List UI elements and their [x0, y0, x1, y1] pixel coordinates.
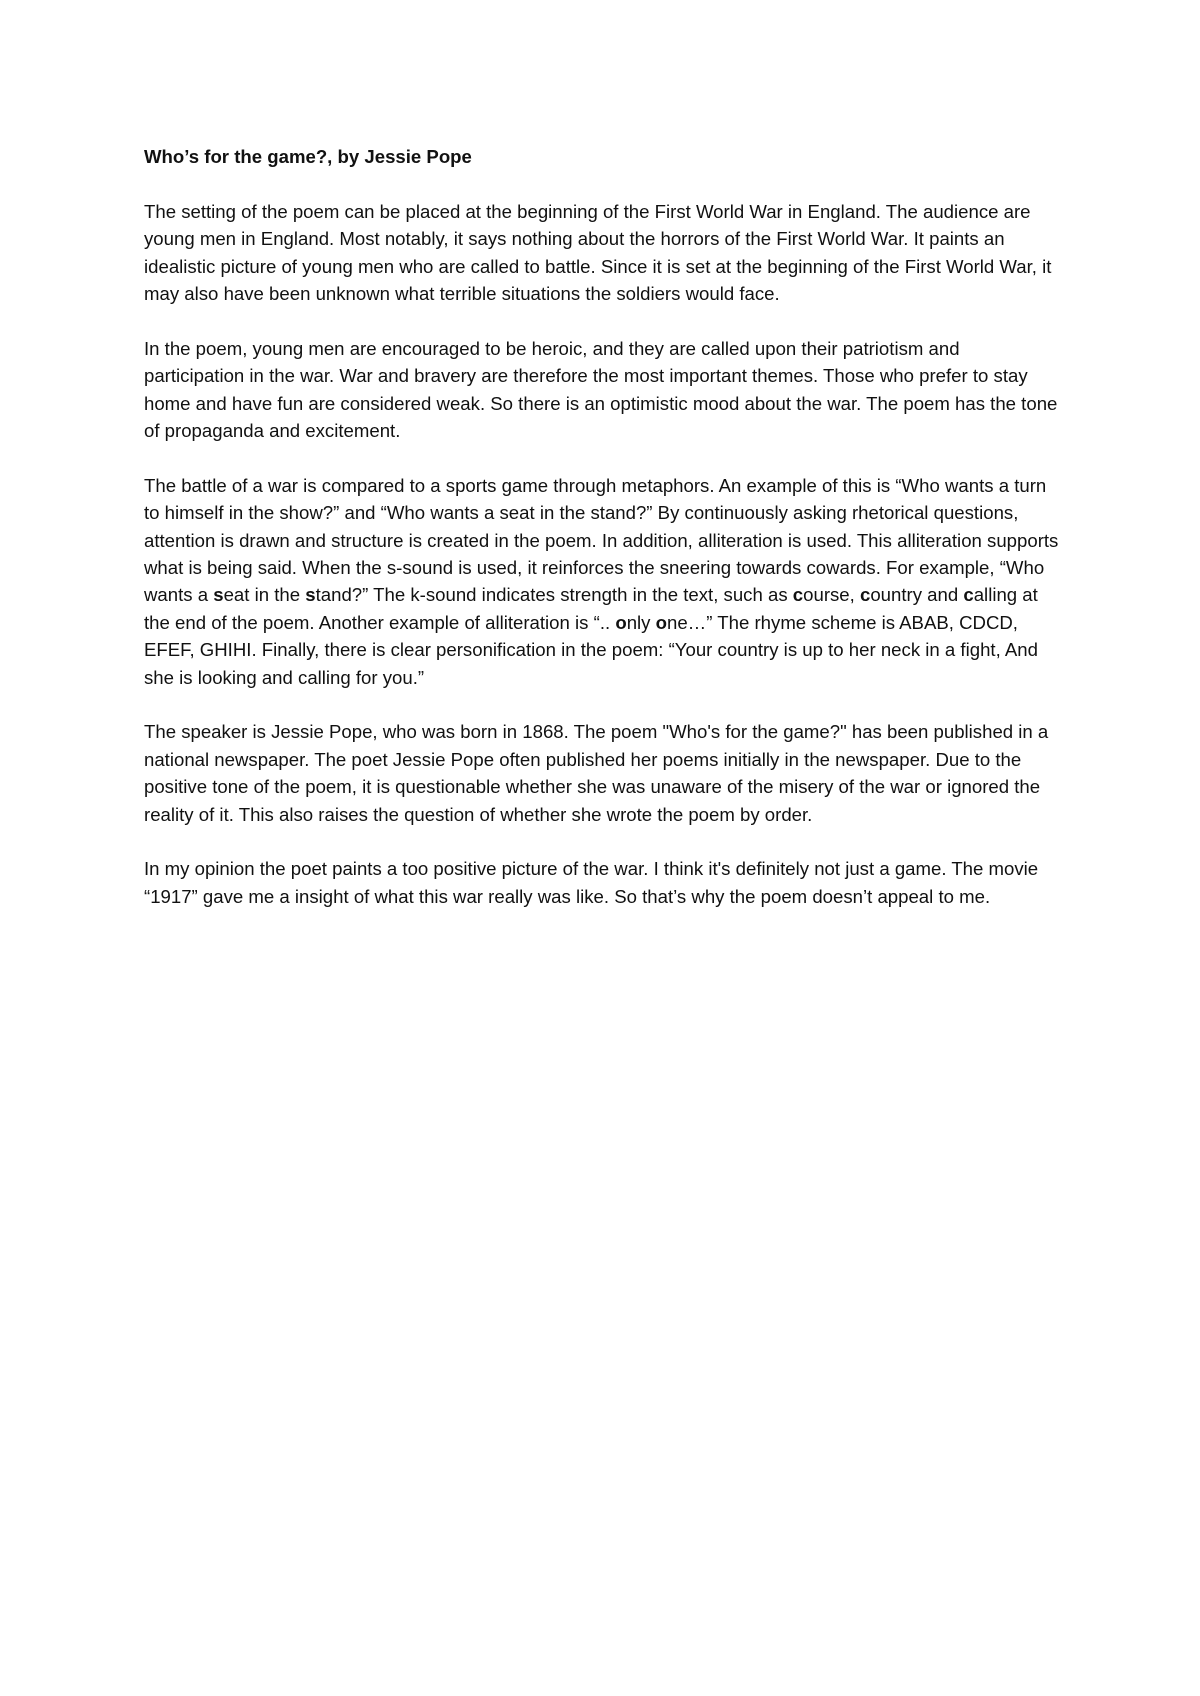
paragraph-devices-text: The battle of a war is compared to a sports game through metaphors. An example of this is “Who wants a turn to himself in the show?” and “Who wants a seat in the stand?” By continuously asking rhetorical questions, attention is drawn and structure is created in the poem. In addition, alliteration is used. This alliteration supports what is being said. When the s-sound is used, it reinforces the sneering towards cowards. For example, “Who wants a	[144, 474, 1059, 606]
paragraph-speaker: The speaker is Jessie Pope, who was born in 1868. The poem "Who's for the game?" has been published in a national newspaper. The poet Jessie Pope often published her poems initially in the newspaper. Due to the positive tone of the poem, it is questionable whether she was unaware of the misery of the war or ignored the reality of it. This also raises the question of whether she wrote the poem by order.	[144, 721, 1049, 825]
paragraph-devices-text: alling at the end of the poem. Another example of alliteration is “..	[144, 584, 1038, 633]
paragraph-themes: In the poem, young men are encouraged to be heroic, and they are called upon their patriotism and participation in the war. War and bravery are therefore the most important themes. Those who prefer to stay home and have fun are considered weak. So there is an optimistic mood about the war. The poem has the tone of propaganda and excitement.	[144, 337, 1058, 442]
paragraph-devices-text: tand?” The k-sound indicates strength in the text, such as	[315, 584, 793, 606]
alliteration-letter: c	[963, 584, 974, 606]
alliteration-letter: c	[859, 584, 871, 606]
paragraph-devices-text: ne…” The rhyme scheme is ABAB, CDCD, EFEF, GHIHI. Finally, there is clear personification in the poem: “Your country is up to her neck in a fight, And she is looking and calling for you.”	[144, 611, 1038, 688]
paragraph-opinion: In my opinion the poet paints a too positive picture of the war. I think it's definitely not just a game. The movie “1917” gave me a insight of what this war really was like. So that’s why the poem doesn’t appeal to me.	[144, 858, 1039, 907]
paragraph-devices-text: eat in the	[223, 584, 306, 606]
paragraph-devices	[144, 472, 1064, 691]
paragraph-setting: The setting of the poem can be placed at the beginning of the First World War in England. The audience are young men in England. Most notably, it says nothing about the horrors of the First World War. It paints an idealistic picture of young men who are called to battle. Since it is set at the beginning of the First World War, it may also have been unknown what terrible situations the soldiers would face.	[144, 200, 1052, 305]
alliteration-letter: s	[213, 584, 224, 606]
document-title: Who’s for the game?, by Jessie Pope	[144, 146, 472, 167]
alliteration-letter: o	[655, 611, 667, 633]
paragraph-devices-text: ountry and	[870, 584, 964, 606]
paragraph-devices-text: nly	[626, 611, 656, 633]
alliteration-letter: s	[305, 584, 316, 606]
alliteration-letter: c	[792, 584, 804, 606]
paragraph-devices-text: ourse,	[803, 584, 860, 606]
alliteration-letter: o	[615, 611, 627, 633]
document-body	[144, 143, 1064, 938]
